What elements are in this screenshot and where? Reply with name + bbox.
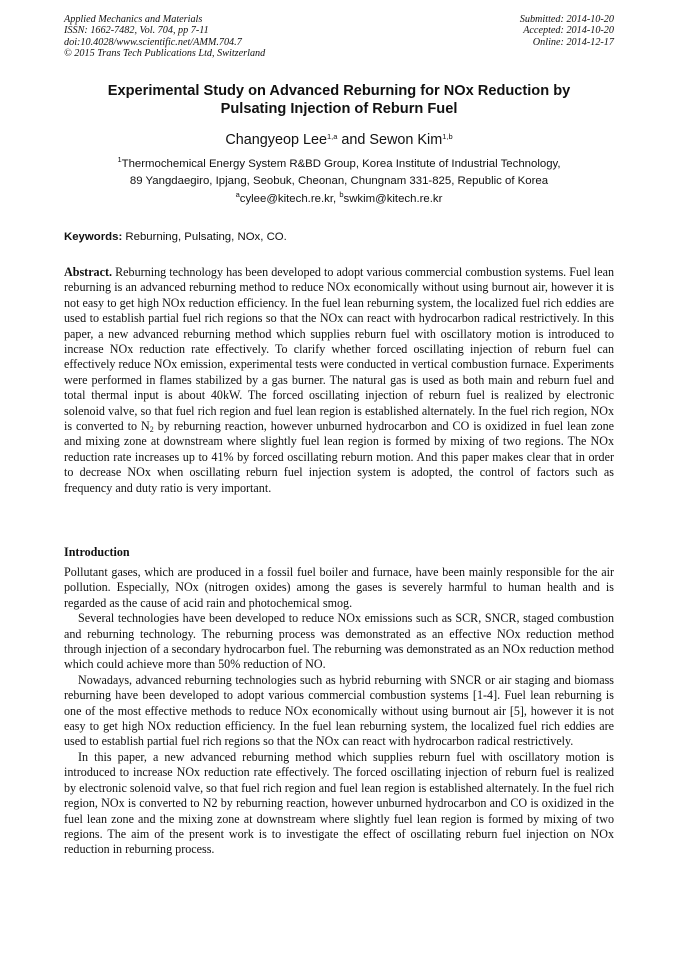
author-emails — [64, 192, 614, 207]
journal-name: Applied Mechanics and Materials — [64, 14, 203, 25]
title-line-2: Pulsating Injection of Reburn Fuel — [220, 101, 458, 117]
affiliation-text: Thermochemical Energy System R&BD Group, Korea Institute of Industrial Technology, — [121, 158, 561, 170]
author-affiliation-mark: 1,a — [326, 132, 338, 141]
author-list — [64, 131, 614, 149]
affiliation-line-2: 89 Yangdaegiro, Ipjang, Seobuk, Cheonan, Chungnam 331-825, Republic of Korea — [129, 175, 549, 187]
submitted-date: Submitted: 2014-10-20 — [519, 14, 614, 25]
paragraph: Nowadays, advanced reburning technologies such as hybrid reburning with SNCR or air staging and biomass reburning have been developed to adopt various commercial combustion systems [1-4]. Fuel lean reburning is one of the most effective methods to reduce NOx economically without using burnout air [5], however it is not easy to get high NOx reduction efficiency. In the fuel lean reburning system, the localized fuel rich eddies are used to establish partial fuel rich regions so that the NOx can react with hydrocarbon radical restrictively. — [64, 672, 614, 749]
affiliation — [64, 156, 614, 190]
abstract-subscript: 2 — [149, 425, 154, 435]
abstract-text: by reburning reaction, however unburned hydrocarbon and CO is oxidized in fuel lean zone and mixing zone at downstream where slightly fuel lean region is formed by mixing of two regions. The NOx reduction rate increases up to 41% by forced oscillating reburn motion. And this paper makes clear that in order to decrease NOx when oscillating reburn fuel injection system is adopted, the control of factors such as frequency and duty ratio is very important. — [64, 419, 614, 495]
doi: doi:10.4028/www.scientific.net/AMM.704.7 — [64, 36, 242, 48]
paper-title — [64, 82, 614, 118]
author-affiliation-mark: 1,b — [442, 132, 453, 141]
email-link[interactable]: swkim@kitech.re.kr — [343, 193, 443, 205]
paragraph: Pollutant gases, which are produced in a fossil fuel boiler and furnace, have been mainly responsible for the air pollution. Especially, NOx (nitrogen oxides) among the gases is severely harmful to human health and is regarded as the cause of acid rain and photochemical smog. — [64, 565, 614, 610]
keywords — [64, 230, 614, 245]
accepted-date: Accepted: 2014-10-20 — [523, 25, 614, 37]
abstract-text: Reburning technology has been developed to adopt various commercial combustion systems. Fuel lean reburning is an advanced reburning method to reduce NOx economically without using burnout air, however it is not easy to get high NOx reduction efficiency. In the fuel lean reburning system, the localized fuel rich eddies are used to establish partial fuel rich regions so that the NOx can react with hydrocarbon radical restrictively. In this paper, a new advanced reburning method which supplies reburn fuel with oscillatory motion is introduced to increase NOx reduction rate effectively. To clarify whether forced oscillating injection of reburn fuel can effectively reduce NOx emission, experimental tests were conducted in vertical combustion furnace. Experiments were performed in flames stabilized by a gas burner. The natural gas is used as both main and reburn fuel and total thermal input is about 40kW. The forced oscillating injection of reburn fuel is realized by electronic solenoid valve, so that fuel rich region and fuel lean region is established alternately. In the fuel rich region, NOx is converted to N — [64, 265, 614, 434]
paragraph: In this paper, a new advanced reburning method which supplies reburn fuel with oscillatory motion is introduced to increase NOx reduction rate effectively. The forced oscillating injection of reburn fuel is realized by electronic solenoid valve, so that fuel rich region and fuel lean region is established alternately. In the fuel rich region, NOx is converted to N2 by reburning reaction, however unburned hydrocarbon and CO is oxidized in the fuel lean zone and the mixing zone at downstream where slightly fuel lean region is formed by mixing of two regions. The aim of the present work is to investigate the effect of oscillating reburn fuel injection on NOx reduction in reburning process. — [64, 749, 614, 857]
section-heading: Introduction — [64, 545, 130, 559]
online-date: Online: 2014-12-17 — [532, 36, 614, 48]
title-line-1: Experimental Study on Advanced Reburning for NOx Reduction by — [107, 83, 571, 99]
introduction-body — [64, 565, 614, 858]
email-separator: , — [332, 193, 340, 205]
paragraph: Several technologies have been developed to reduce NOx emissions such as SCR, SNCR, staged combustion and reburning technology. The reburning process was demonstrated as an effective NOx reduction method through injection of a secondary hydrocarbon fuel. The reburning was demonstrated as an NOx reduction method which could achieve more than 50% reduction of NO. — [64, 611, 614, 672]
affiliation-line-1 — [64, 156, 614, 173]
keywords-text: Reburning, Pulsating, NOx, CO. — [122, 231, 287, 243]
issn-volume: ISSN: 1662-7482, Vol. 704, pp 7-11 — [64, 25, 209, 37]
copyright: © 2015 Trans Tech Publications Ltd, Switzerland — [64, 47, 266, 59]
author-conjunction: and — [337, 132, 370, 148]
email-mark: a — [235, 190, 240, 199]
author-name: Sewon Kim — [369, 132, 443, 148]
journal-header-right — [520, 14, 614, 48]
email-mark: b — [339, 190, 344, 199]
keywords-label: Keywords: — [64, 231, 123, 243]
abstract — [64, 265, 614, 496]
author-name: Changyeop Lee — [225, 132, 327, 148]
abstract-label: Abstract. — [64, 265, 113, 279]
email-link[interactable]: cylee@kitech.re.kr — [239, 193, 333, 205]
journal-header-left — [64, 14, 265, 59]
affiliation-mark: 1 — [117, 155, 122, 164]
